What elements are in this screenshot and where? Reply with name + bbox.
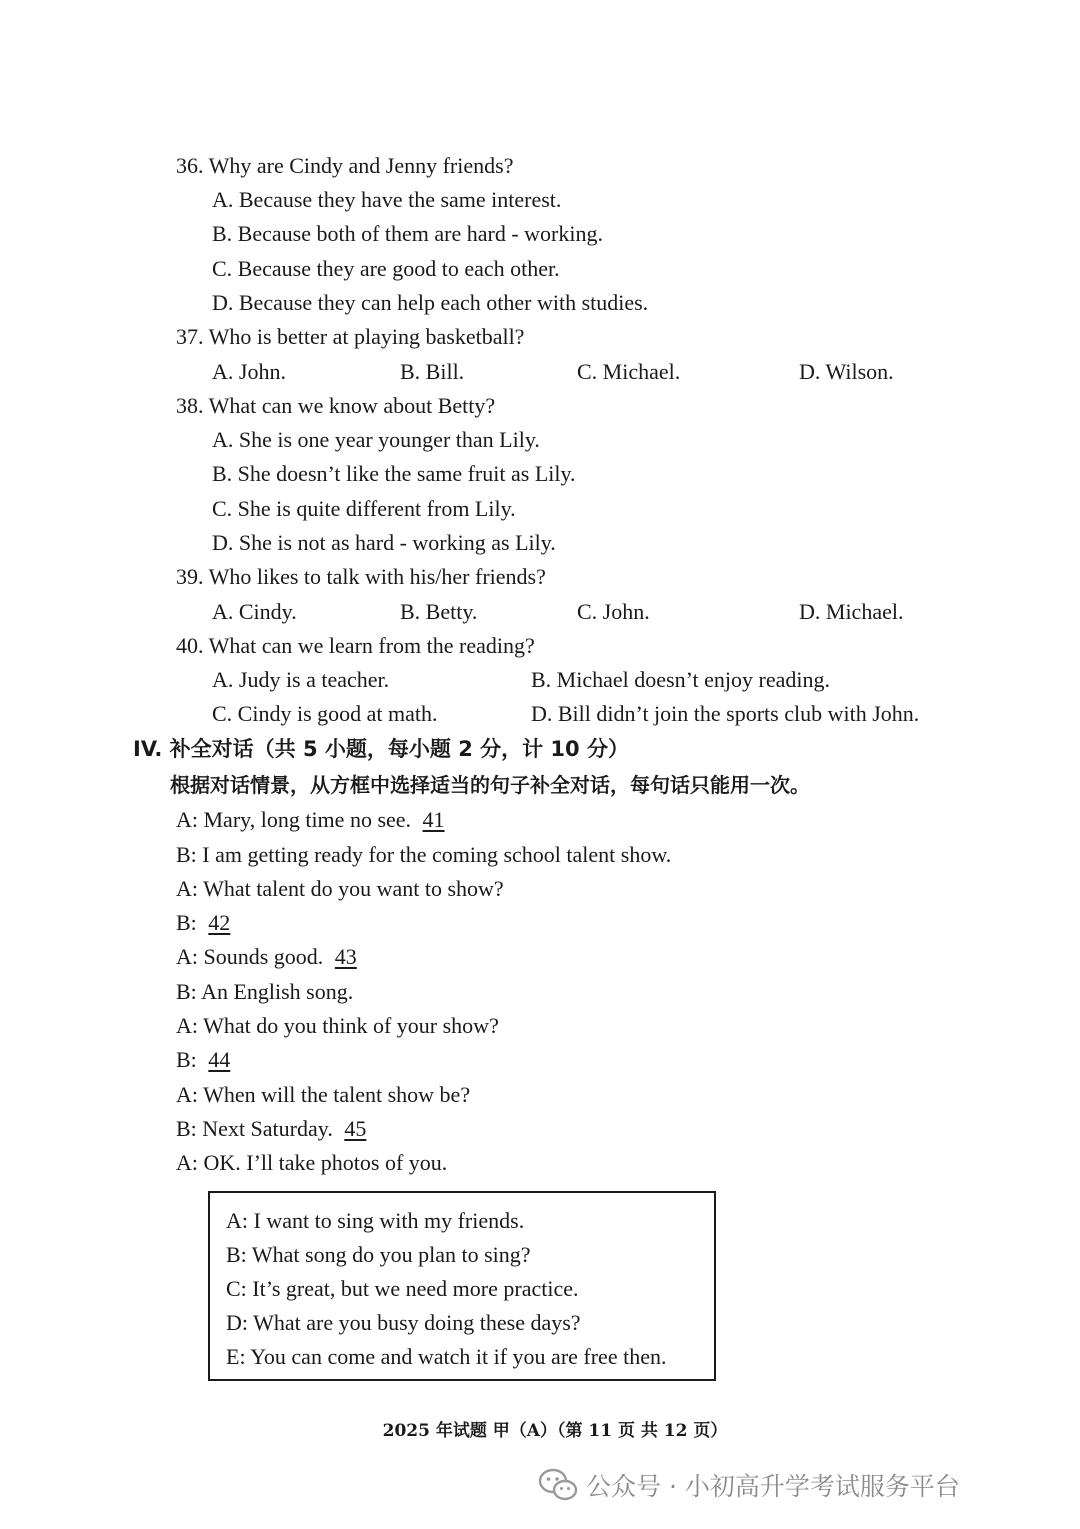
answer-blank-44[interactable]: 44 (208, 1047, 231, 1072)
watermark-text: 公众号 · 小初高升学考试服务平台 (586, 1472, 960, 1501)
page-footer: 2025 年试题 甲（A）（第 11 页 共 12 页） (382, 1421, 728, 1441)
question-36-stem: 36. Why are Cindy and Jenny friends? (176, 153, 514, 178)
answer-blank-43[interactable]: 43 (334, 944, 357, 969)
dialogue-line (176, 840, 671, 870)
choice-e: E: You can come and watch it if you are free then. (226, 1344, 667, 1369)
question-38-option-c: C. She is quite different from Lily. (212, 496, 516, 521)
dialogue-text: A: What talent do you want to show? (176, 876, 504, 901)
question-39-option-b: B. Betty. (400, 599, 478, 624)
dialogue-line (176, 805, 451, 835)
dialogue-line (176, 874, 504, 904)
question-37-option-b: B. Bill. (400, 359, 465, 384)
dialogue-text: B: (176, 910, 203, 935)
dialogue-line (176, 1080, 470, 1110)
question-39-option-d: D. Michael. (799, 599, 904, 624)
question-37-option-c: C. Michael. (577, 359, 681, 384)
dialogue-line (176, 908, 236, 938)
question-40-option-b: B. Michael doesn’t enjoy reading. (531, 667, 830, 692)
dialogue-text: B: I am getting ready for the coming school talent show. (176, 842, 672, 867)
choice-d: D: What are you busy doing these days? (226, 1310, 581, 1335)
dialogue-text: B: Next Saturday. (176, 1116, 339, 1141)
question-40-option-a: A. Judy is a teacher. (212, 667, 390, 692)
question-36-option-c: C. Because they are good to each other. (212, 256, 560, 281)
question-36-option-b: B. Because both of them are hard - working. (212, 221, 603, 246)
dialogue-text: A: What do you think of your show? (176, 1013, 499, 1038)
choice-c: C: It’s great, but we need more practice. (226, 1276, 579, 1301)
question-39-stem: 39. Who likes to talk with his/her friends? (176, 564, 546, 589)
question-36-option-d: D. Because they can help each other with studies. (212, 290, 649, 315)
choices-box (208, 1191, 716, 1381)
section-title: IV. 补全对话（共 5 小题，每小题 2 分，计 10 分） (133, 737, 629, 761)
choice-a: A: I want to sing with my friends. (226, 1208, 525, 1233)
question-36-option-a: A. Because they have the same interest. (212, 187, 562, 212)
dialogue-text: A: Sounds good. (176, 944, 329, 969)
dialogue-text: A: When will the talent show be? (176, 1082, 471, 1107)
choice-b: B: What song do you plan to sing? (226, 1242, 531, 1267)
question-37-stem: 37. Who is better at playing basketball? (176, 324, 525, 349)
wechat-icon (538, 1467, 578, 1503)
question-40-stem: 40. What can we learn from the reading? (176, 633, 535, 658)
dialogue-line (176, 1011, 499, 1041)
question-38-stem: 38. What can we know about Betty? (176, 393, 496, 418)
section-instruction: 根据对话情景，从方框中选择适当的句子补全对话，每句话只能用一次。 (170, 773, 810, 797)
question-38-option-a: A. She is one year younger than Lily. (212, 427, 540, 452)
question-38-option-d: D. She is not as hard - working as Lily. (212, 530, 556, 555)
answer-blank-45[interactable]: 45 (344, 1116, 367, 1141)
dialogue-line (176, 942, 363, 972)
question-40-option-c: C. Cindy is good at math. (212, 701, 438, 726)
answer-blank-42[interactable]: 42 (208, 910, 231, 935)
dialogue-text: A: Mary, long time no see. (176, 807, 417, 832)
answer-blank-41[interactable]: 41 (422, 807, 445, 832)
dialogue-line (176, 977, 353, 1007)
question-39-option-a: A. Cindy. (212, 599, 297, 624)
dialogue-line (176, 1114, 372, 1144)
question-38-option-b: B. She doesn’t like the same fruit as Lily. (212, 461, 576, 486)
dialogue-text: B: An English song. (176, 979, 354, 1004)
question-40-option-d: D. Bill didn’t join the sports club with John. (531, 701, 920, 726)
watermark (538, 1465, 960, 1505)
question-39-option-c: C. John. (577, 599, 650, 624)
dialogue-line (176, 1045, 236, 1075)
question-37-option-d: D. Wilson. (799, 359, 894, 384)
question-37-option-a: A. John. (212, 359, 286, 384)
dialogue-line (176, 1148, 447, 1178)
dialogue-text: B: (176, 1047, 203, 1072)
dialogue-text: A: OK. I’ll take photos of you. (176, 1150, 448, 1175)
